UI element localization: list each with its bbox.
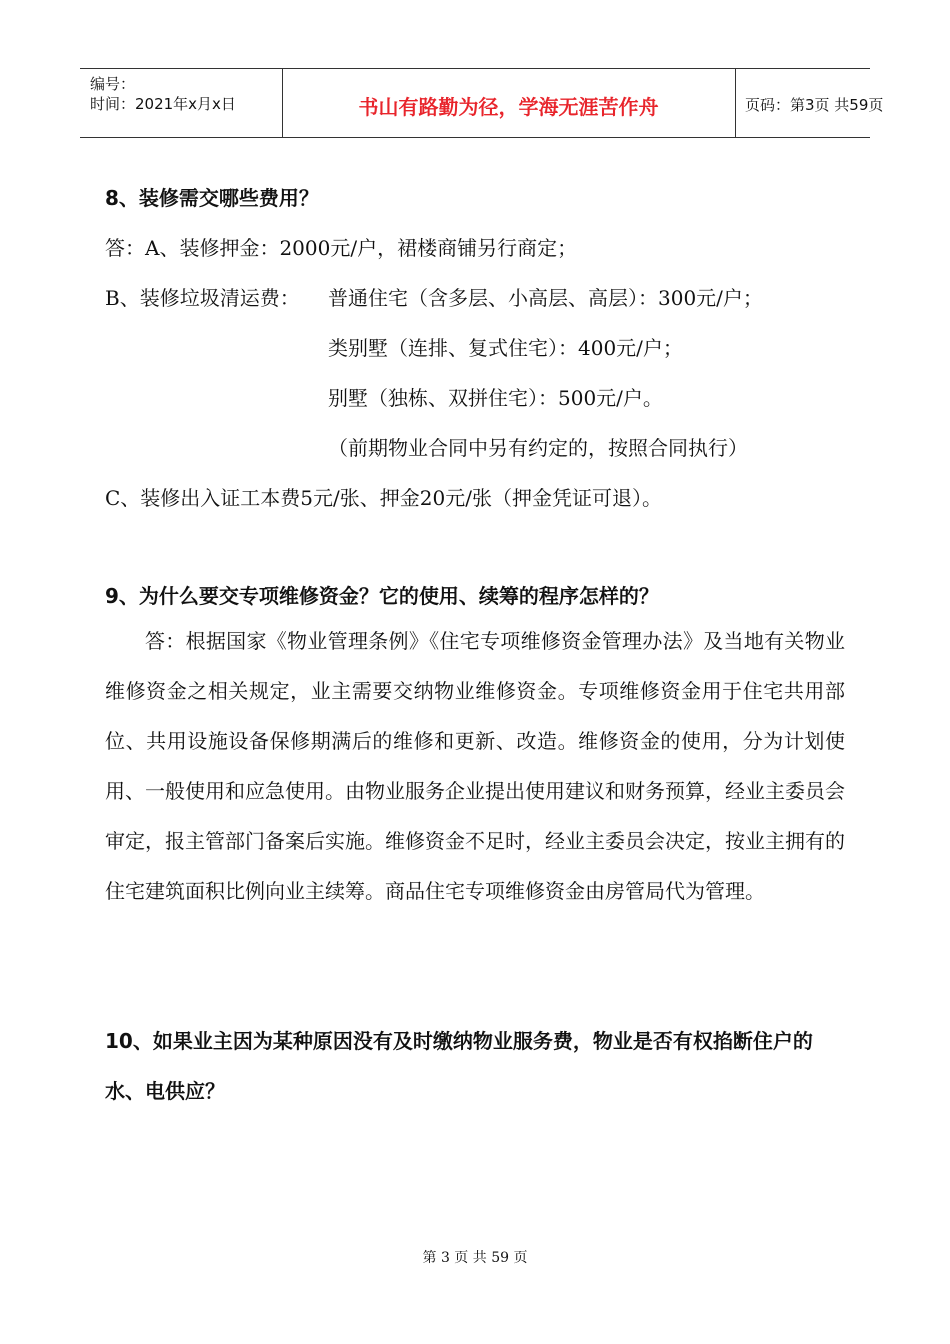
page-header (80, 68, 884, 138)
question-8-answer-c: C、装修出入证工本费5元/张、押金20元/张（押金凭证可退）。 (105, 486, 662, 510)
document-date-label: 时间：2021年x月x日 (90, 95, 236, 113)
question-8-b-item: 别墅（独栋、双拼住宅）：500元/户。 (328, 386, 663, 410)
header-motto-cell (282, 69, 736, 137)
question-8-title: 8、装修需交哪些费用？ (105, 186, 319, 210)
header-page-cell (737, 69, 884, 137)
document-number-label: 编号： (90, 75, 136, 93)
header-page-code: 页码：第3页 共59页 (745, 96, 884, 114)
header-info-cell (80, 69, 283, 137)
question-9-answer: 答：根据国家《物业管理条例》《住宅专项维修资金管理办法》及当地有关物业维修资金之相关规定，业主需要交纳物业维修资金。专项维修资金用于住宅共用部位、共用设施设备保修期满后的维修和更新、改造。维修资金的使用，分为计划使用、一般使用和应急使用。由物业服务企业提出使用建议和财务预算，经业主委员会审定，报主管部门备案后实施。维修资金不足时，经业主委员会决定，按业主拥有的住宅建筑面积比例向业主续筹。商品住宅专项维修资金由房管局代为管理。 (105, 629, 845, 903)
question-10-title: 10、如果业主因为某种原因没有及时缴纳物业服务费，物业是否有权掐断住户的水、电供应？ (105, 1029, 813, 1103)
question-8-b-note: （前期物业合同中另有约定的，按照合同执行） (328, 436, 748, 460)
question-8-answer-a: 答：A、装修押金：2000元/户，裙楼商铺另行商定； (105, 236, 578, 260)
page-footer: 第 3 页 共 59 页 (422, 1250, 528, 1266)
header-motto: 书山有路勤为径，学海无涯苦作舟 (358, 95, 659, 119)
question-8-b-item: 类别墅（连排、复式住宅）：400元/户； (328, 336, 683, 360)
question-8-answer-b-label: B、装修垃圾清运费： (105, 286, 300, 310)
question-9-title: 9、为什么要交专项维修资金？它的使用、续筹的程序怎样的？ (105, 584, 659, 608)
question-8-b-item: 普通住宅（含多层、小高层、高层）：300元/户； (328, 286, 763, 310)
